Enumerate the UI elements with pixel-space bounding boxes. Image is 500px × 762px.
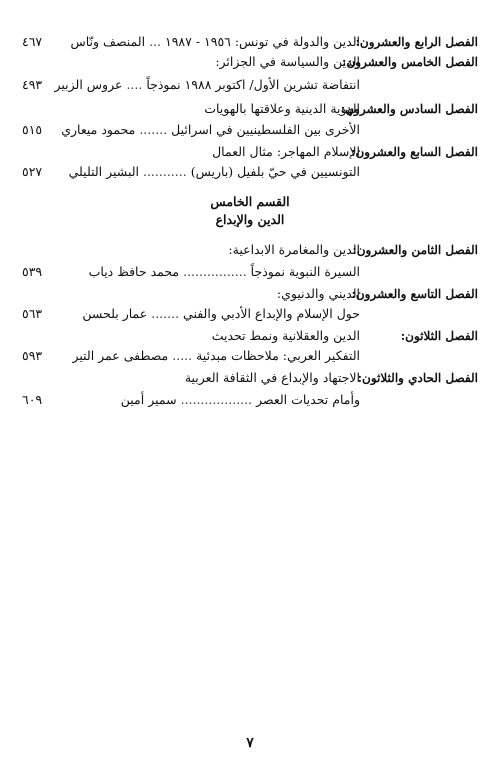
entry-title: حول الإسلام والإبداع الأدبي والفني	[183, 306, 360, 321]
entry-title-line	[277, 284, 360, 304]
entry-title-line	[82, 304, 360, 324]
page-number: ٥١٥	[22, 122, 43, 137]
chapter-label: الفصل السابع والعشرون:	[351, 145, 478, 159]
entry-author: المنصف ونّاس	[70, 34, 146, 49]
toc-entry	[0, 162, 500, 182]
page-number: ٥٦٣	[22, 306, 43, 321]
toc-entry	[0, 120, 500, 140]
entry-title: التفكير العربي: ملاحظات مبدئية	[196, 348, 360, 363]
entry-title: الهوية الدينية وعلاقتها بالهويات	[204, 101, 360, 116]
chapter-label: الفصل الحادي والثلاثون:	[357, 371, 478, 385]
entry-title: انتفاضة تشرين الأول/ اكتوبر ١٩٨٨ نموذجاً	[146, 77, 360, 92]
entry-title: السيرة النبوية نموذجاً	[250, 264, 360, 279]
entry-title: الدين والسياسة في الجزائر:	[215, 54, 360, 69]
chapter-label: الفصل الرابع والعشرون:	[355, 35, 478, 49]
section-label: القسم الخامس	[210, 194, 290, 209]
toc-entry	[0, 142, 500, 162]
leader-dots: ....	[126, 77, 143, 92]
folio-page-number: ٧	[246, 735, 254, 751]
entry-title-line	[212, 142, 360, 162]
entry-author: البشير التليلي	[68, 164, 139, 179]
page-number: ٤٦٧	[22, 34, 43, 49]
entry-author: مصطفى عمر التير	[72, 348, 169, 363]
entry-author: محمد حافظ دياب	[88, 264, 180, 279]
chapter-label: الفصل الخامس والعشرون:	[342, 55, 478, 69]
leader-dots: .....	[172, 348, 193, 363]
leader-dots: .......	[151, 306, 180, 321]
entry-title: الاجتهاد والإبداع في الثقافة العربية	[184, 370, 360, 385]
toc-entry	[0, 390, 500, 410]
toc-entry	[0, 368, 500, 388]
entry-title-line	[121, 390, 360, 410]
entry-title-line	[204, 99, 360, 119]
leader-dots: ...	[149, 34, 161, 49]
entry-title-line	[228, 240, 360, 260]
page-number: ٥٣٩	[22, 264, 43, 279]
entry-title-line	[212, 326, 360, 346]
entry-title: الدين والدولة في تونس: ١٩٥٦ - ١٩٨٧	[164, 34, 360, 49]
entry-title: الديني والدنيوي:	[276, 286, 360, 301]
entry-title-line	[215, 52, 360, 72]
toc-entry	[0, 304, 500, 324]
entry-title: التونسيين في حيّ بلفيل (باريس)	[190, 164, 360, 179]
toc-entry	[0, 75, 500, 95]
toc-entry	[0, 52, 500, 72]
toc-entry	[0, 262, 500, 282]
entry-author: محمود ميعاري	[61, 122, 136, 137]
entry-title: الأخرى بين الفلسطينيين في اسرائيل	[171, 122, 360, 137]
toc-entry	[0, 346, 500, 366]
entry-title: الإسلام المهاجر: مثال العمال	[212, 144, 360, 159]
entry-title-line	[55, 75, 361, 95]
entry-title: الدين والمغامرة الابداعية:	[228, 242, 360, 257]
entry-title-line	[72, 346, 360, 366]
toc-entry	[0, 240, 500, 260]
entry-title: وأمام تحديات العصر	[256, 392, 360, 407]
toc-entry	[0, 326, 500, 346]
entry-title-line	[70, 32, 360, 52]
leader-dots: ..................	[180, 392, 253, 407]
section-title: الدين والإبداع	[215, 212, 285, 227]
leader-dots: ...........	[142, 164, 187, 179]
toc-entry	[0, 99, 500, 119]
chapter-label: الفصل الثلاثون:	[400, 329, 478, 343]
page-number: ٥٩٣	[22, 348, 43, 363]
leader-dots: .......	[139, 122, 168, 137]
entry-author: عروس الزبير	[54, 77, 123, 92]
entry-title-line	[61, 120, 360, 140]
page-number: ٦٠٩	[22, 392, 43, 407]
chapter-label: الفصل الثامن والعشرون:	[352, 243, 478, 257]
entry-title-line	[69, 162, 360, 182]
chapter-label: الفصل التاسع والعشرون:	[351, 287, 478, 301]
chapter-label: الفصل السادس والعشرون:	[340, 102, 478, 116]
page-number: ٤٩٣	[22, 77, 43, 92]
entry-title-line	[89, 262, 360, 282]
toc-entry	[0, 32, 500, 52]
entry-author: سمير أمين	[120, 392, 177, 407]
page-number: ٥٢٧	[22, 164, 43, 179]
entry-title-line	[185, 368, 360, 388]
toc-entry	[0, 284, 500, 304]
leader-dots: ................	[183, 264, 247, 279]
entry-title: الدين والعقلانية ونمط تحديث	[211, 328, 360, 343]
entry-author: عمار بلحسن	[82, 306, 148, 321]
